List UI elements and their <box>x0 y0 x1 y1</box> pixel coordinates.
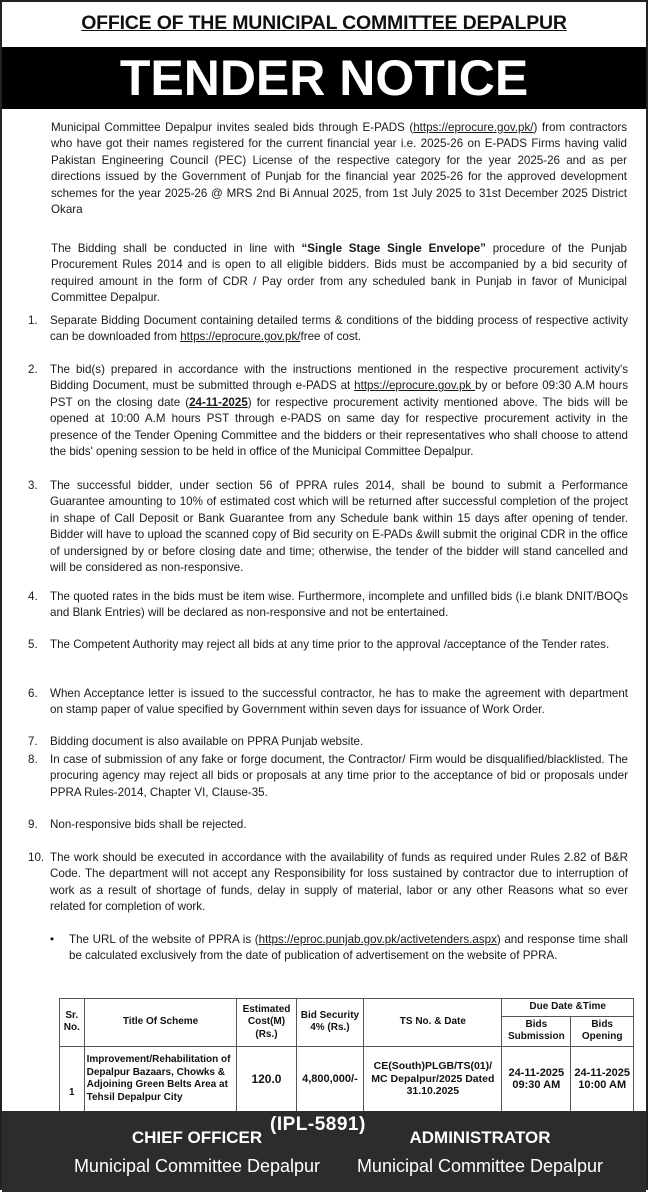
header-cost: Estimated Cost(M) (Rs.) <box>237 999 296 1047</box>
clause-9: 9. Non-responsive bids shall be rejected. <box>28 818 247 831</box>
cell-opening: 24-11-2025 10:00 AM <box>571 1046 634 1112</box>
cell-security: 4,800,000/- <box>296 1046 364 1112</box>
header-ts: TS No. & Date <box>364 999 502 1047</box>
clause-8: 8. In case of submission of any fake or forge document, the Contractor/ Firm would be disqualified/blacklisted. The procuring agency may reject all bids or proposals at any time prior to the acceptance of bid or proposals under PPRA Rules-2014, Chapter VI, Clause-35. <box>28 753 628 799</box>
table-row <box>60 1046 634 1112</box>
tender-notice-banner <box>2 47 646 109</box>
clause-2: 2. The bid(s) prepared in accordance with the instructions mentioned in the respective procurement activity's Bidding Document, must be submitted through e-PADS at https://eprocure.gov.pk by or before 09:30 A.M hours PST on the closing date (24-11-2025) for respective procurement activity mentioned above. The bids will be opened at 10:00 A.M hours PST through e-PADS on same day for respective procurement activity in the presence of the Tender Opening Committee and the bidders or their representatives who shall choose to attend the bids' opening session to be held in office of the Municipal Committee Depalpur. <box>28 363 628 459</box>
clause-1: 1. Separate Bidding Document containing detailed terms & conditions of the bidding process of respective activity can be downloaded from https://eprocure.gov.pk/free of cost. <box>28 314 628 344</box>
cell-title: Improvement/Rehabilitation of Depalpur Bazaars, Chowks & Adjoining Green Belts Area at Tehsil Depalpur City <box>84 1046 237 1112</box>
cell-submission: 24-11-2025 09:30 AM <box>502 1046 571 1112</box>
ipl-number: (IPL-5891) <box>270 1114 366 1135</box>
clause-7: 7. Bidding document is also available on PPRA Punjab website. <box>28 735 364 748</box>
clause-4: 4. The quoted rates in the bids must be item wise. Furthermore, incomplete and unfilled bids (i.e blank DNIT/BOQs and Blank Entries) will be declared as non-responsive and not be entertained. <box>28 590 628 620</box>
office-title: OFFICE OF THE MUNICIPAL COMMITTEE DEPALPUR <box>81 12 567 34</box>
header-sr: Sr. No. <box>60 999 85 1047</box>
header-security: Bid Security 4% (Rs.) <box>296 999 364 1047</box>
ppra-link[interactable]: https://eproc.punjab.gov.pk/activetenders.aspx <box>258 933 497 946</box>
eprocure-link[interactable]: https://eprocure.gov.pk/ <box>180 330 301 344</box>
header-opening: Bids Opening <box>571 1016 634 1046</box>
eprocure-link[interactable]: https://eprocure.gov.pk/ <box>413 121 534 134</box>
header-title: Title Of Scheme <box>84 999 237 1047</box>
header-submission: Bids Submission <box>502 1016 571 1046</box>
eprocure-link[interactable]: https://eprocure.gov.pk <box>354 379 476 393</box>
ppra-url-note: • The URL of the website of PPRA is (https://eproc.punjab.gov.pk/activetenders.aspx) and response time shall be calculated exclusively from the date of publication of advertisement on the website of PPRA. <box>50 933 628 963</box>
cell-cost: 120.0 <box>237 1046 296 1112</box>
closing-date: 24-11-2025 <box>189 395 248 409</box>
chief-officer-signature: CHIEF OFFICER Municipal Committee Depalpur <box>73 1128 321 1176</box>
intro-paragraph-2: The Bidding shall be conducted in line with “Single Stage Single Envelope” procedure of the Punjab Procurement Rules 2014 and is open to all eligible bidders. Bids must be accompanied by a bid security of required amount in the form of CDR / Pay order from any scheduled bank in Punjab in favor of Municipal Committee Depalpur. <box>51 242 627 305</box>
schemes-table <box>59 998 634 1113</box>
cell-sr: 1 <box>60 1046 85 1112</box>
administrator-signature: ADMINISTRATOR Municipal Committee Depalpur <box>356 1128 604 1176</box>
clause-3: 3. The successful bidder, under section 56 of PPRA rules 2014, shall be bound to submit a Performance Guarantee amounting to 10% of estimated cost which will be returned after successful completion of the project in shape of Call Deposit or Bank Guarantee from any Schedule bank within 15 days after opening of tender. Bidder will have to upload the scanned copy of Bid security on E-PADs &will submit the original CDR in the office of undersigned by or before closing date and time; otherwise, the tender of the bidder will stand cancelled and will be considered as non-responsive. <box>28 479 628 575</box>
clause-5: 5. The Competent Authority may reject all bids at any time prior to the approval /acceptance of the Tender rates. <box>28 638 610 651</box>
cell-ts: CE(South)PLGB/TS(01)/ MC Depalpur/2025 Dated 31.10.2025 <box>364 1046 502 1112</box>
intro-paragraph-1: Municipal Committee Depalpur invites sealed bids through E-PADS (https://eprocure.gov.pk/) from contractors who have got their names registered for the current financial year i.e. 2025-26 on E-PADS Firms having valid Pakistan Engineering Council (PEC) License of the respective category for the year 2025-26 and as per directions issued by the Government of Punjab for the financial year 2025-26 for the approved development schemes for the year 2025-26 @ MRS 2nd Bi Annual 2025, from 1st July 2025 to 31st December 2025 District Okara <box>51 121 627 217</box>
clause-6: 6. When Acceptance letter is issued to the successful contractor, he has to make the agreement with department on stamp paper of value specified by Government within seven days for issuance of Work Order. <box>28 687 628 717</box>
bullet-icon: • <box>50 933 55 946</box>
signature-footer <box>2 1111 646 1192</box>
header-due: Due Date &Time <box>502 999 634 1017</box>
procedure-name: “Single Stage Single Envelope” <box>301 242 486 255</box>
clause-10: 10. The work should be executed in accordance with the availability of funds as required under Rules 2.82 of B&R Code. The department will not accept any Responsibility for loss sustained by contractor due to interruption of work as a result of shortage of funds, delay in supply of material, labor or any other Reasons what so ever related for completion of work. <box>28 851 628 914</box>
banner-title: TENDER NOTICE <box>119 50 529 106</box>
